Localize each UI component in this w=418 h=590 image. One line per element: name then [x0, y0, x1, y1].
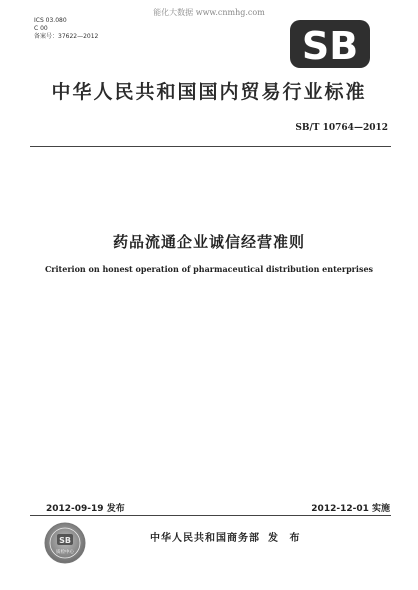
watermark: 能化大数据 www.cnmhg.com	[153, 8, 265, 17]
document-title-cn: 药品流通企业诚信经营准则	[112, 233, 305, 251]
standard-number: SB/T 10764—2012	[295, 123, 388, 133]
issue-date: 2012-09-19 发布	[46, 504, 125, 514]
ccs-code: C 00	[34, 25, 48, 32]
inspection-seal	[44, 522, 86, 564]
sb-logo-text: SB	[301, 24, 359, 68]
ics-code: ICS 03.080	[34, 17, 67, 24]
record-number: 备案号：37622—2012	[34, 33, 99, 40]
sb-logo	[290, 20, 370, 68]
publish-label: 发 布	[268, 533, 304, 544]
seal-text: 质检中心	[56, 550, 74, 555]
seal-icon	[44, 522, 86, 564]
bottom-divider	[30, 515, 391, 516]
document-title-en: Criterion on honest operation of pharmaceutical distribution enterprises	[44, 264, 374, 274]
issuing-authority: 中华人民共和国商务部	[150, 533, 260, 544]
implementation-date: 2012-12-01 实施	[311, 504, 390, 514]
top-divider	[30, 146, 391, 147]
svg-text:SB: SB	[59, 536, 71, 545]
sb-logo-mark	[290, 20, 370, 68]
standard-category-title: 中华人民共和国国内贸易行业标准	[51, 81, 367, 103]
